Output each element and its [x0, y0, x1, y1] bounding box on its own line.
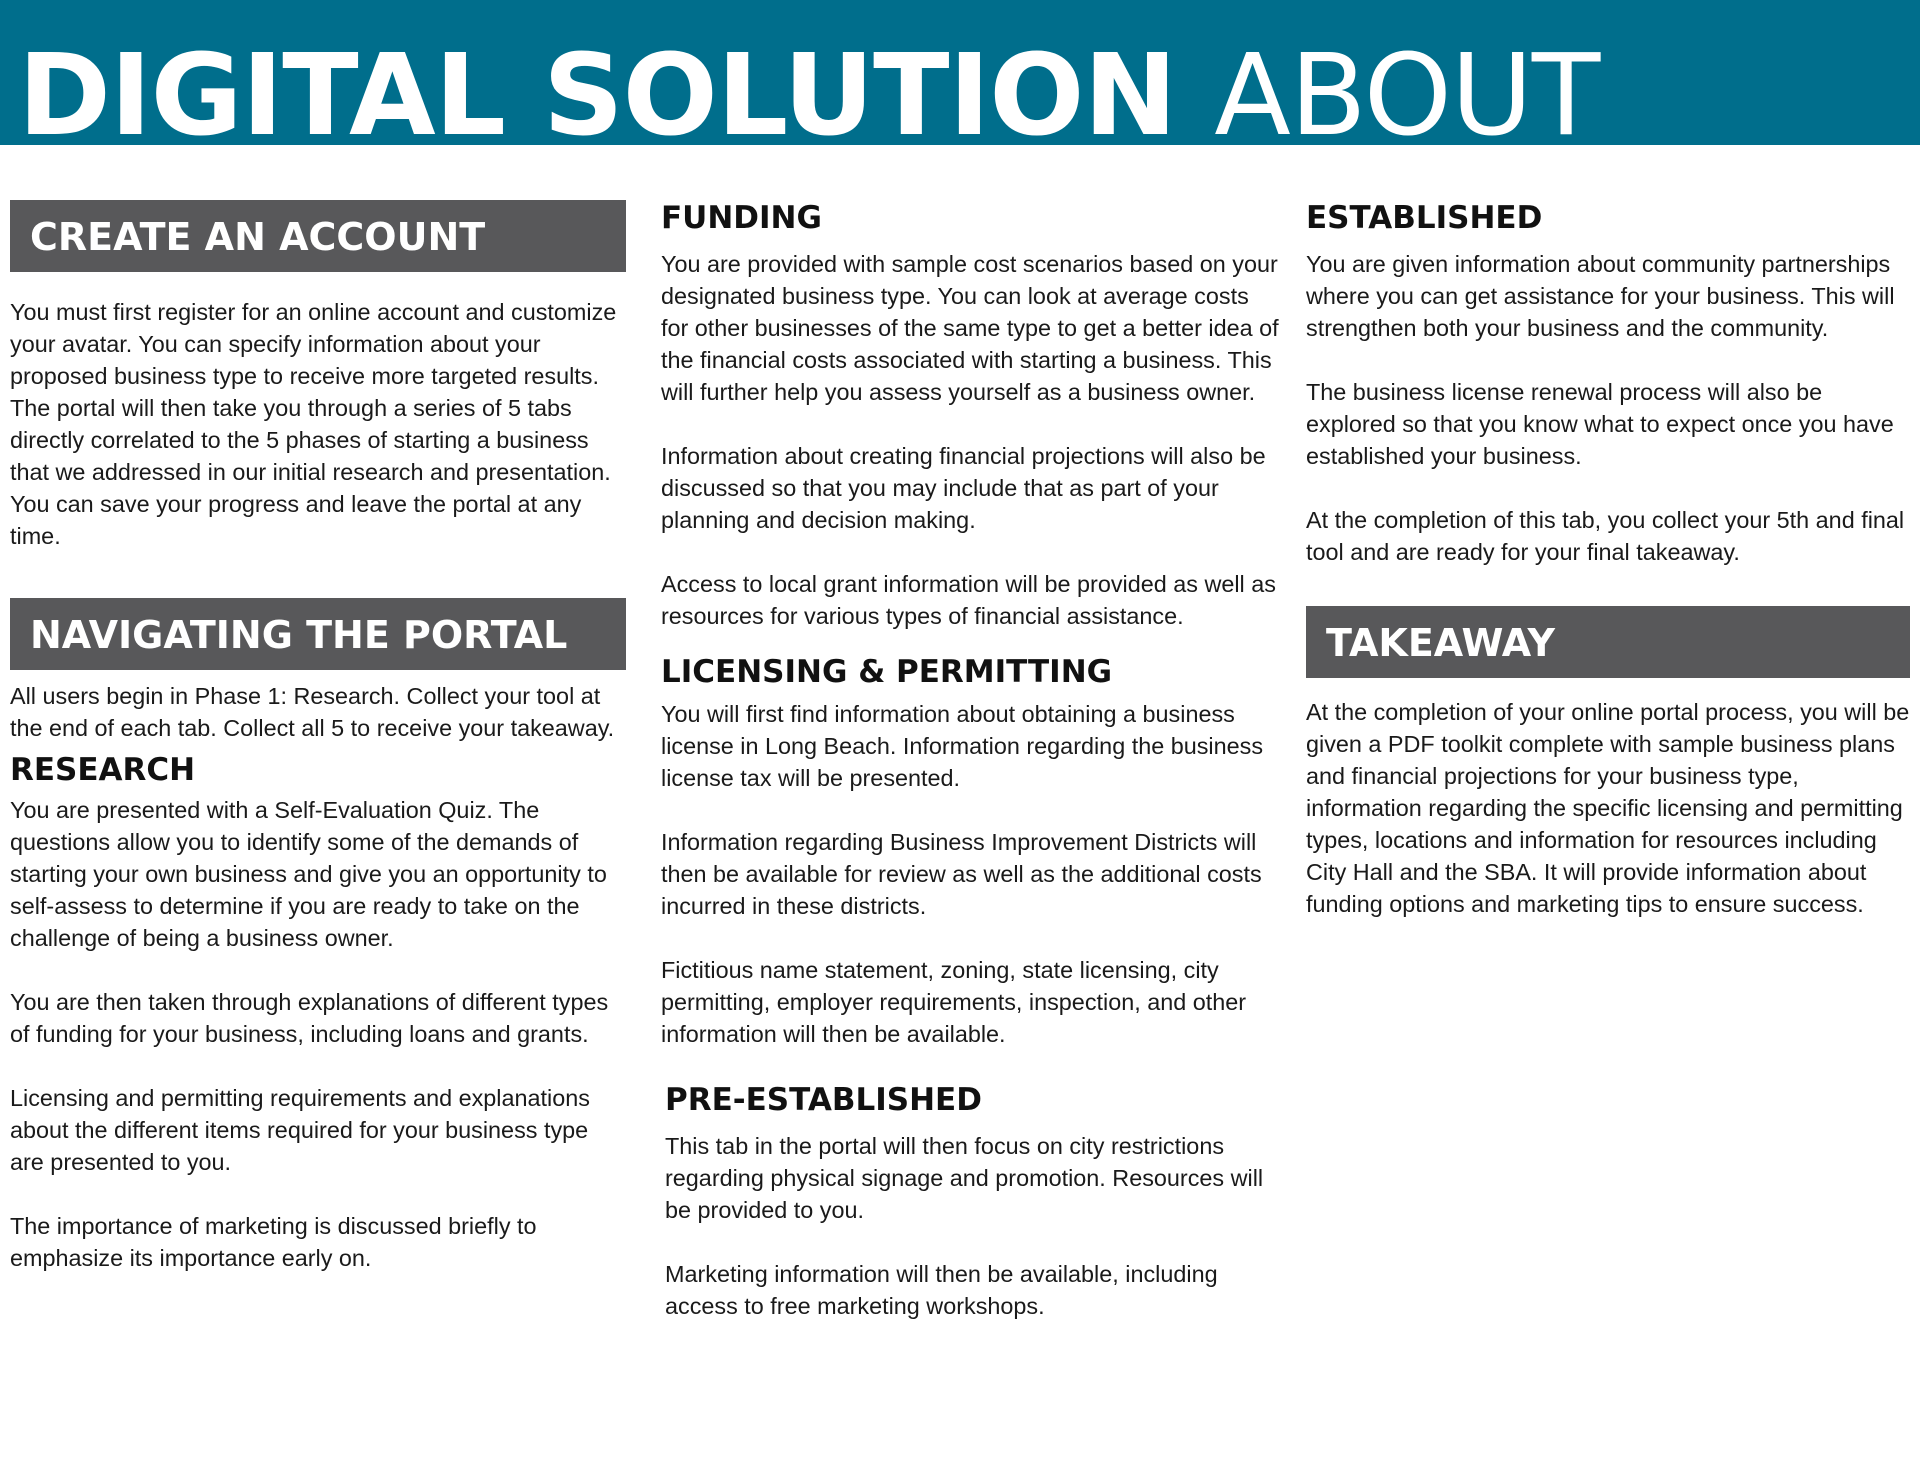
research-paragraph-3: Licensing and permitting requirements and explanations about the different items required for your business type are presented to you. — [10, 1085, 590, 1175]
research-heading: RESEARCH — [10, 752, 196, 788]
header-band — [0, 0, 1920, 145]
page-title-bold: DIGITAL SOLUTION — [18, 31, 1177, 145]
funding-heading: FUNDING — [661, 200, 822, 236]
pre-established-paragraph-1: This tab in the portal will then focus on city restrictions regarding physical signage and promotion. Resources will be provided to you. — [665, 1133, 1264, 1223]
research-paragraph-1: You are presented with a Self-Evaluation Quiz. The questions allow you to identify some of the demands of starting your own business and give you an opportunity to self-assess to determine if you are ready to take on the challenge of being a business owner. — [10, 797, 607, 951]
navigating-portal-banner: NAVIGATING THE PORTAL — [10, 598, 626, 670]
column-middle — [661, 200, 1281, 1322]
takeaway-text: At the completion of your online portal process, you will be given a PDF toolkit complete with sample business plans and financial projections for your business type, information regarding the specific licensing and permitting types, locations and information for resources including City Hall and the SBA. It will provide information about funding options and marketing tips to ensure success. — [1306, 699, 1910, 917]
funding-paragraph-1: You are provided with sample cost scenarios based on your designated business type. You can look at average costs for other businesses of the same type to get a better idea of the financial costs associated with starting a business. This will further help you assess yourself as a business owner. — [661, 251, 1279, 405]
licensing-paragraph-3: Fictitious name statement, zoning, state licensing, city permitting, employer requirements, inspection, and other information will then be available. — [661, 957, 1247, 1047]
column-left — [10, 200, 626, 1274]
established-paragraph-2: The business license renewal process will also be explored so that you know what to expect once you have established your business. — [1306, 379, 1894, 469]
established-paragraph-3: At the completion of this tab, you collect your 5th and final tool and are ready for your final takeaway. — [1306, 507, 1905, 565]
takeaway-banner: TAKEAWAY — [1306, 606, 1910, 678]
page-title — [18, 31, 1600, 145]
funding-paragraph-3: Access to local grant information will be provided as well as resources for various types of financial assistance. — [661, 571, 1276, 629]
navigating-portal-text: All users begin in Phase 1: Research. Collect your tool at the end of each tab. Collect all 5 to receive your takeaway. — [10, 683, 615, 741]
funding-paragraph-2: Information about creating financial projections will also be discussed so that you may include that as part of your planning and decision making. — [661, 443, 1266, 533]
create-account-banner: CREATE AN ACCOUNT — [10, 200, 626, 272]
pre-established-heading: PRE-ESTABLISHED — [665, 1082, 982, 1118]
established-paragraph-1: You are given information about community partnerships where you can get assistance for your business. This will strengthen both your business and the community. — [1306, 251, 1895, 341]
column-right — [1306, 200, 1910, 920]
established-heading: ESTABLISHED — [1306, 200, 1543, 236]
create-account-text: You must first register for an online account and customize your avatar. You can specify information about your proposed business type to receive more targeted results. The portal will then take you through a series of 5 tabs directly correlated to the 5 phases of starting a business that we addressed in our initial research and presentation. You can save your progress and leave the portal at any time. — [10, 299, 617, 549]
licensing-heading: LICENSING & PERMITTING — [661, 654, 1113, 690]
licensing-paragraph-1: You will first find information about obtaining a business license in Long Beach. Information regarding the business license tax will be presented. — [661, 701, 1264, 791]
research-paragraph-4: The importance of marketing is discussed briefly to emphasize its importance early on. — [10, 1213, 537, 1271]
licensing-paragraph-2: Information regarding Business Improvement Districts will then be available for review as well as the additional costs incurred in these districts. — [661, 829, 1262, 919]
page-title-light: ABOUT — [1214, 31, 1600, 145]
research-paragraph-2: You are then taken through explanations of different types of funding for your business, including loans and grants. — [10, 989, 609, 1047]
pre-established-paragraph-2: Marketing information will then be available, including access to free marketing workshops. — [665, 1261, 1218, 1319]
